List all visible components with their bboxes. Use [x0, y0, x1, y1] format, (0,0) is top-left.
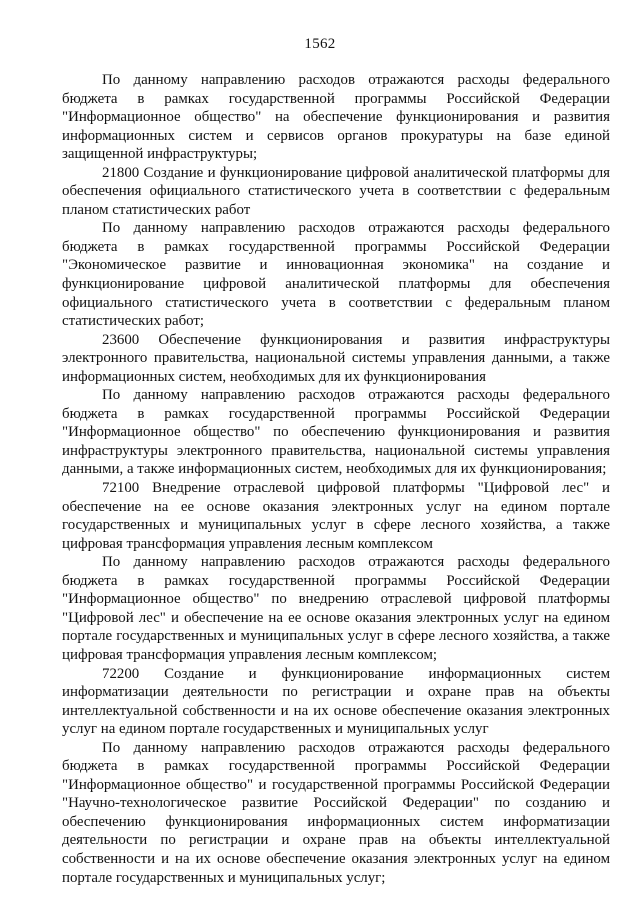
code-72100-heading: 72100 Внедрение отраслевой цифровой платформы "Цифровой лес" и обеспечение на ее основе оказания электронных услуг на едином портале государственных и муниципальных услуг в сфере лесного хозяйства, а также цифровая трансформация управления лесным комплексом — [62, 480, 610, 552]
document-body — [62, 71, 610, 887]
paragraph-egov-infrastructure: По данному направлению расходов отражаются расходы федерального бюджета в рамках государственной программы Российской Федерации "Информационное общество" по обеспечению функционирования и развития инфраструктуры электронного правительства, национальной системы управления данными, а также информационных систем, необходимых для их функционирования; — [62, 387, 610, 478]
paragraph-prosecutor-systems: По данному направлению расходов отражаются расходы федерального бюджета в рамках государственной программы Российской Федерации "Информационное общество" на обеспечение функционирования и развития информационных систем и сервисов органов прокуратуры на базе единой защищенной инфраструктуры; — [62, 72, 610, 163]
code-72200-heading: 72200 Создание и функционирование информационных систем информатизации деятельности по регистрации и охране прав на объекты интеллектуальной собственности и на их основе обеспечение оказания электронных услуг на едином портале государственных и муниципальных услуг — [62, 665, 610, 738]
paragraph-statistics-platform: По данному направлению расходов отражаются расходы федерального бюджета в рамках государственной программы Российской Федерации "Экономическое развитие и инновационная экономика" на создание и функционирование цифровой аналитической платформы для обеспечения официального статистического учета в соответствии с федеральным планом статистических работ; — [62, 220, 610, 330]
paragraph-intellectual-property: По данному направлению расходов отражаются расходы федерального бюджета в рамках государственной программы Российской Федерации "Информационное общество" и государственной программы Российской Федерации "Научно-технологическое развитие Российской Федерации" по созданию и обеспечению функционирования информационных систем информатизации деятельности по регистрации и охране прав на объекты интеллектуальной собственности и на их основе обеспечение оказания электронных услуг на едином портале государственных и муниципальных услуг; — [62, 739, 610, 886]
page-number: 1562 — [304, 36, 336, 52]
code-21800-heading: 21800 Создание и функционирование цифровой аналитической платформы для обеспечения официального статистического учета в соответствии с федеральным планом статистических работ — [62, 164, 610, 218]
paragraph-digital-forest: По данному направлению расходов отражаются расходы федерального бюджета в рамках государственной программы Российской Федерации "Информационное общество" по внедрению отраслевой цифровой платформы "Цифровой лес" и обеспечение на ее основе оказания электронных услуг на едином портале государственных и муниципальных услуг в сфере лесного хозяйства, а также цифровая трансформация управления лесным комплексом; — [62, 554, 610, 663]
code-23600-heading: 23600 Обеспечение функционирования и развития инфраструктуры электронного правительства, национальной системы управления данными, а также информационных систем, необходимых для их функционирования — [62, 331, 610, 385]
